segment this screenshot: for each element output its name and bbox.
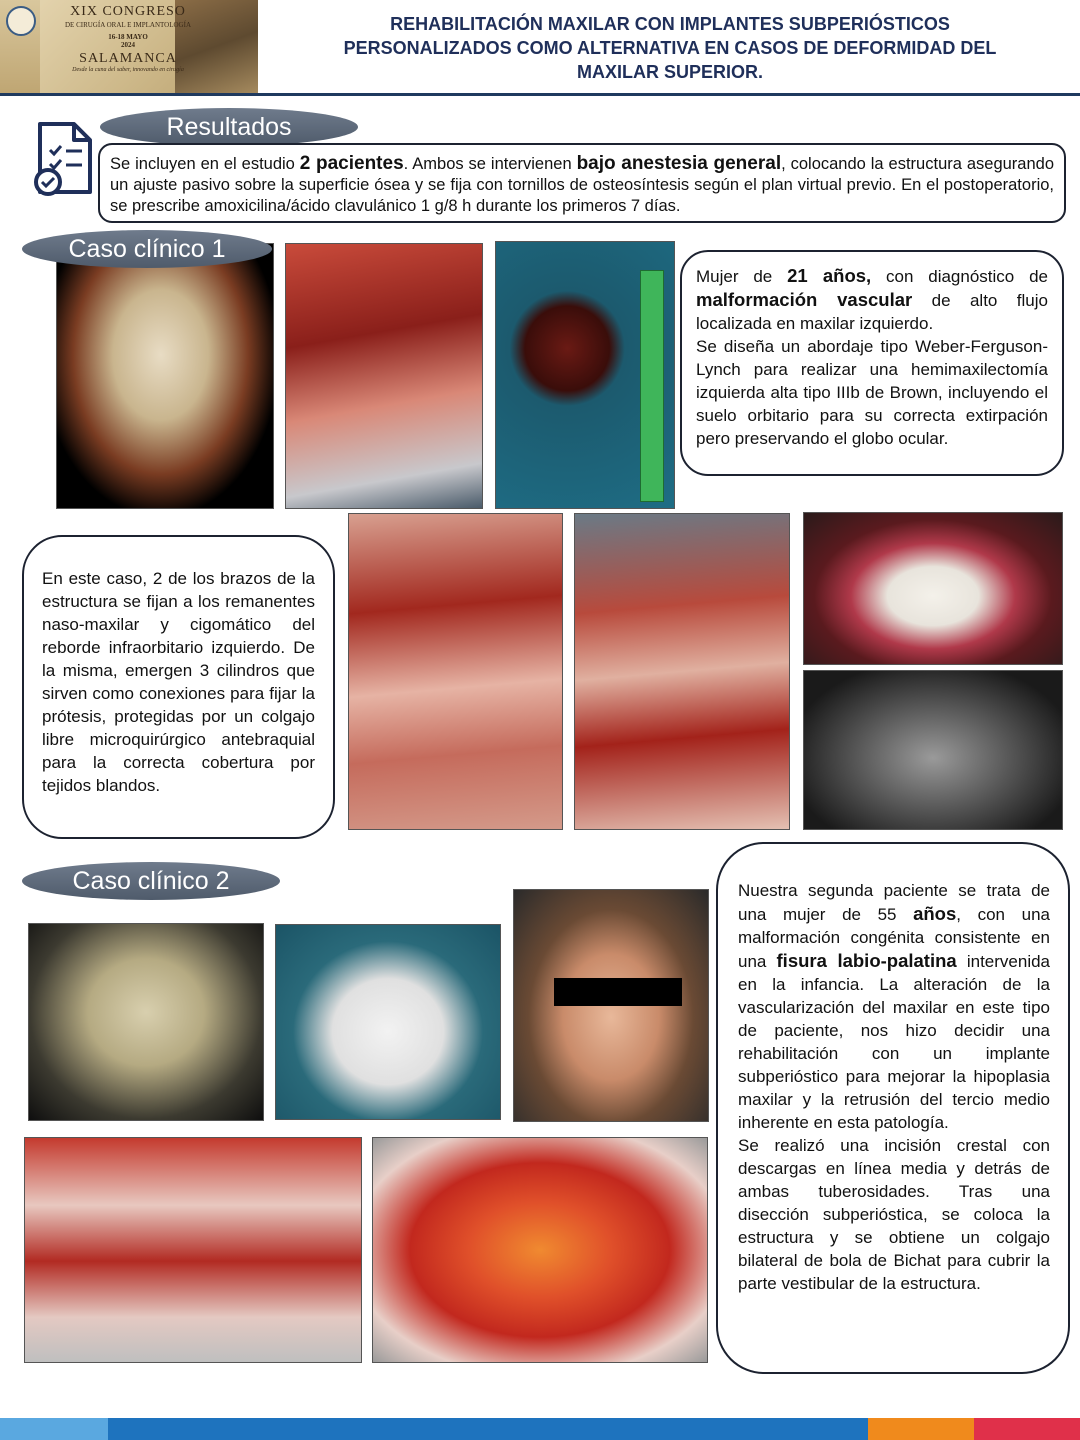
- text-run: , colocando la estructura asegurando un ajuste pasivo sobre la superficie ósea y se fija con tornillos de osteosíntesis según el plan virtual previo. En el postoperatorio, se prescribe amoxicilina/ácido clavulánico 1 g/8 h durante los primeros 7 días.: [110, 155, 1055, 215]
- surgical-approach-photo: [285, 243, 483, 509]
- text-run-bold: bajo anestesia general: [576, 153, 782, 174]
- section-heading-caso2: Caso clínico 2: [22, 862, 280, 900]
- ct-maxilla-3d-image: [28, 923, 264, 1121]
- text-run: Nuestra segunda paciente se trata de una mujer de 55: [738, 881, 1050, 924]
- 3d-printed-model-photo: [275, 924, 501, 1120]
- footer-bar-blue: [108, 1418, 868, 1440]
- bichat-flap-photo: [372, 1137, 708, 1363]
- ct-skull-3d-image: [56, 243, 274, 509]
- caso2-procedure: Se realizó una incisión crestal con descargas en línea media y detrás de ambas tuberosidades. Tras una disección subperióstica, se coloca la estructura y se obtiene un colgajo bilateral de bola de Bichat para cubrir la parte vestibular de la estructura.: [738, 1136, 1050, 1293]
- text-run: , con una malformación congénita consistente en una: [738, 905, 1050, 971]
- text-run: intervenida en la infancia. La alteración de la vascularización del maxilar en este tipo de paciente, nos hizo decidir una rehabilitación con un implante subperióstico para mejorar la hipoplasia maxilar y la retrusión del tercio medio inherente en esta patología.: [738, 952, 1051, 1132]
- logo-congress: XIX CONGRESO: [70, 4, 186, 19]
- logo-city: SALAMANCA: [79, 51, 177, 66]
- logo-subtitle: DE CIRUGÍA ORAL E IMPLANTOLOGÍA: [65, 21, 191, 29]
- text-run-bold: malformación vascular: [696, 289, 913, 310]
- footer-bar-light-blue: [0, 1418, 108, 1440]
- panoramic-xray-image: [803, 670, 1063, 830]
- caso1-detail-box: [22, 535, 335, 839]
- caso1-description-box: [680, 250, 1064, 476]
- title-line-1: REHABILITACIÓN MAXILAR CON IMPLANTES SUBPERIÓSTICOS: [390, 14, 950, 34]
- ruler-icon: [640, 270, 664, 502]
- caso1-description: [696, 264, 1048, 335]
- text-run-bold: 2 pacientes: [299, 153, 404, 174]
- poster-title: [285, 12, 1055, 84]
- resultados-box: [98, 143, 1066, 223]
- caso1-detail: En este caso, 2 de los brazos de la estructura se fijan a los remanentes naso-maxilar y cigomático del reborde infraorbitario izquierdo. De la misma, emergen 3 cilindros que sirven como conexiones para fijar la prótesis, protegidas por un colgajo libre microquirúrgico antebraquial para la correcta cobertura por tejidos blandos.: [42, 569, 315, 795]
- text-run: Se incluyen en el estudio: [110, 155, 300, 173]
- caso1-procedure: Se diseña un abordaje tipo Weber-Ferguson-Lynch para realizar una hemimaxilectomía izquierda alta tipo IIIb de Brown, incluyendo el suelo orbitario para su correcta extirpación pero preservando el globo ocular.: [696, 337, 1048, 448]
- text-run-bold: años: [913, 903, 957, 924]
- intraoperative-structure-photo: [24, 1137, 362, 1363]
- footer-bar-orange: [868, 1418, 974, 1440]
- congress-logo: [0, 0, 258, 93]
- text-run: Mujer de: [696, 267, 788, 286]
- text-run: con diagnóstico de: [871, 267, 1048, 286]
- section-heading-resultados: Resultados: [100, 108, 358, 146]
- checklist-icon: [30, 120, 98, 198]
- logo-text: [40, 4, 216, 73]
- title-line-2: PERSONALIZADOS COMO ALTERNATIVA EN CASOS DE DEFORMIDAD DEL: [343, 38, 997, 58]
- logo-year: 2024: [121, 41, 135, 49]
- postoperative-smile-photo: [803, 512, 1063, 665]
- logo-dates: 16-18 MAYO: [108, 33, 148, 41]
- footer-bar-red: [974, 1418, 1080, 1440]
- resultados-text: [110, 153, 1054, 217]
- text-run: de alto flujo localizada en maxilar izquierdo.: [696, 291, 1048, 333]
- text-run: . Ambos se intervienen: [403, 155, 577, 173]
- privacy-bar: [554, 978, 682, 1006]
- emblem-icon: [6, 6, 36, 36]
- section-heading-caso1: Caso clínico 1: [22, 230, 272, 268]
- structure-fixation-photo-2: [574, 513, 790, 830]
- structure-fixation-photo-1: [348, 513, 563, 830]
- title-line-3: MAXILAR SUPERIOR.: [576, 62, 763, 82]
- caso2-description: [738, 879, 1050, 1134]
- resected-specimen-photo: [495, 241, 675, 509]
- header-divider: [0, 93, 1080, 96]
- logo-motto: Desde la cuna del saber, innovando en cirugía: [72, 67, 184, 73]
- caso2-description-box: [716, 842, 1070, 1374]
- patient-portrait-photo: [513, 889, 709, 1122]
- text-run-bold: fisura labio-palatina: [776, 950, 957, 971]
- text-run-bold: 21 años,: [787, 265, 872, 286]
